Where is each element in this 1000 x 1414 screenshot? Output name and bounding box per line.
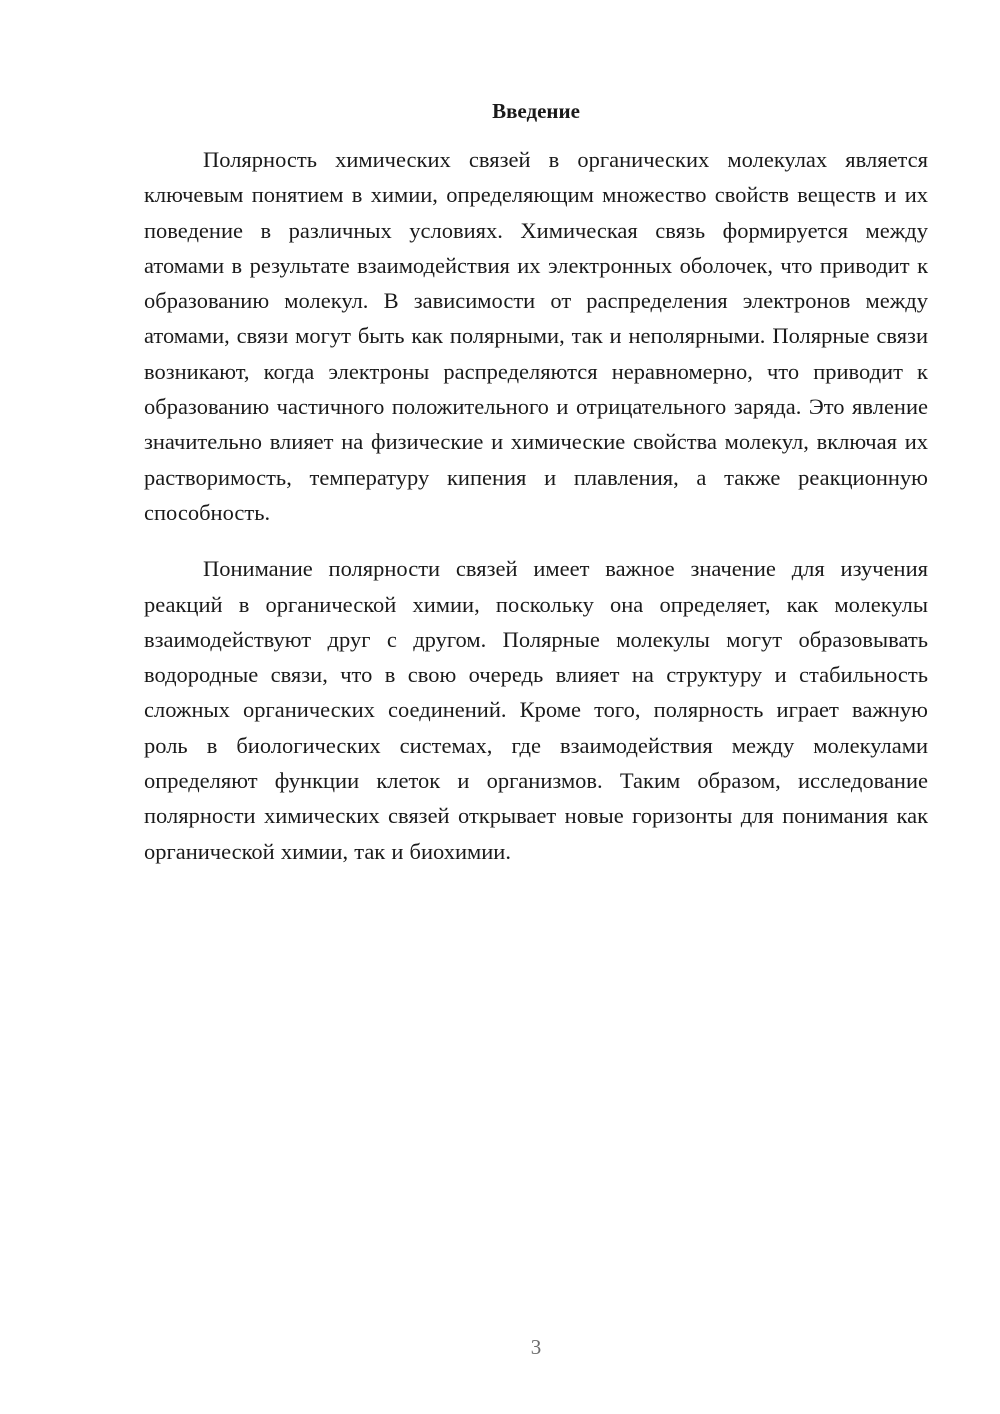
section-heading: Введение (492, 99, 580, 123)
paragraph-1: Полярность химических связей в органических молекулах является ключевым понятием в химии, определяющим множество свойств веществ и их поведение в различных условиях. Химическая связь формируется между атомами в результате взаимодействия их электронных оболочек, что приводит к образованию молекул. В зависимости от распределения электронов между атомами, связи могут быть как полярными, так и неполярными. Полярные связи возникают, когда электроны распределяются неравномерно, что приводит к образованию частичного положительного и отрицательного заряда. Это явление значительно влияет на физические и химические свойства молекул, включая их растворимость, температуру кипения и плавления, а также реакционную способность. (144, 147, 928, 525)
paragraph-2: Понимание полярности связей имеет важное значение для изучения реакций в органической химии, поскольку она определяет, как молекулы взаимодействуют друг с другом. Полярные молекулы могут образовывать водородные связи, что в свою очередь влияет на структуру и стабильность сложных органических соединений. Кроме того, полярность играет важную роль в биологических системах, где взаимодействия между молекулами определяют функции клеток и организмов. Таким образом, исследование полярности химических связей открывает новые горизонты для понимания как органической химии, так и биохимии. (144, 556, 928, 864)
body-text (144, 142, 928, 890)
page-number: 3 (530, 1335, 542, 1359)
